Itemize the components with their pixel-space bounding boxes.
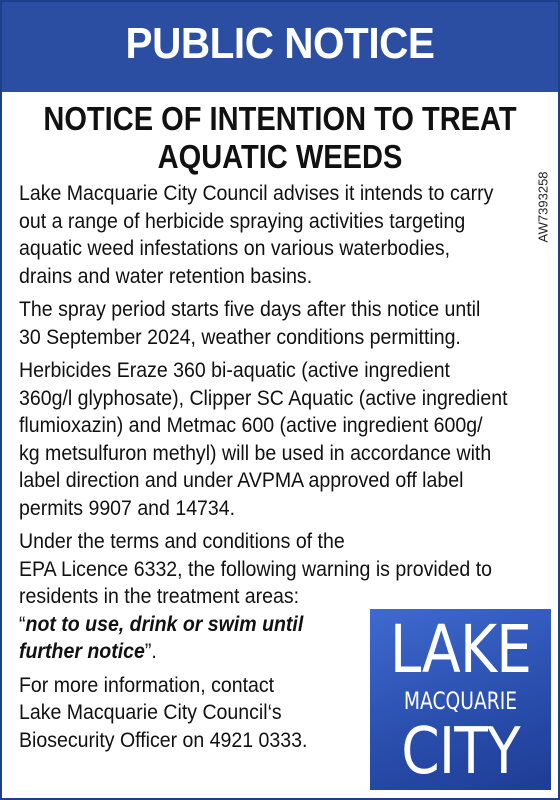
banner-title: PUBLIC NOTICE: [125, 19, 435, 68]
warning-open-quote: “: [19, 612, 26, 636]
body-line: residents in the treatment areas:: [19, 585, 300, 608]
body-line: EPA Licence 6332, the following warning is provided to: [19, 557, 492, 581]
reference-code: AW7393258: [535, 171, 551, 243]
warning-text-1: not to use, drink or swim until: [25, 612, 304, 636]
notice-heading: [35, 100, 524, 176]
paragraph-spray-period: [19, 296, 545, 351]
body-line: permits 9907 and 14734.: [19, 496, 236, 520]
warning-text-2: further notice: [19, 640, 145, 663]
body-line: out a range of herbicide spraying activities targeting: [19, 209, 466, 233]
body-line: Lake Macquarie City Council‘s: [19, 701, 282, 724]
body-line: Biosecurity Officer on 4921 0333.: [19, 728, 308, 752]
notice-banner: [2, 2, 558, 92]
body-line: aquatic weed infestations on various waterbodies,: [19, 237, 451, 260]
logo-word-macquarie: MACQUARIE: [403, 687, 518, 715]
body-line: flumioxazin) and Metmac 600 (active ingredient 600g/: [19, 414, 483, 437]
body-line: drains and water retention basins.: [19, 264, 313, 288]
body-line: 30 September 2024, weather conditions permitting.: [19, 325, 461, 349]
body-line: 360g/l glyphosate), Clipper SC Aquatic (active ingredient: [19, 386, 508, 410]
paragraph-herbicides: [19, 357, 545, 522]
body-line: The spray period starts five days after this notice until: [19, 298, 481, 321]
body-line: For more information, contact: [19, 673, 275, 697]
heading-line-2: AQUATIC WEEDS: [157, 138, 403, 175]
body-line: Herbicides Eraze 360 bi-aquatic (active ingredient: [19, 359, 450, 382]
logo-word-lake: LAKE: [389, 611, 532, 688]
heading-line-1: NOTICE OF INTENTION TO TREAT: [43, 100, 517, 137]
logo-word-city: CITY: [401, 715, 520, 789]
body-line: Lake Macquarie City Council advises it intends to carry: [19, 182, 494, 205]
body-line: Under the terms and conditions of the: [19, 530, 345, 553]
body-line: label direction and under AVPMA approved off label: [19, 469, 464, 492]
warning-close-quote: ”.: [144, 640, 157, 663]
lake-macquarie-city-logo: [370, 609, 551, 790]
paragraph-intent: [19, 180, 545, 290]
body-line: kg metsulfuron methyl) will be used in accordance with: [19, 441, 492, 465]
